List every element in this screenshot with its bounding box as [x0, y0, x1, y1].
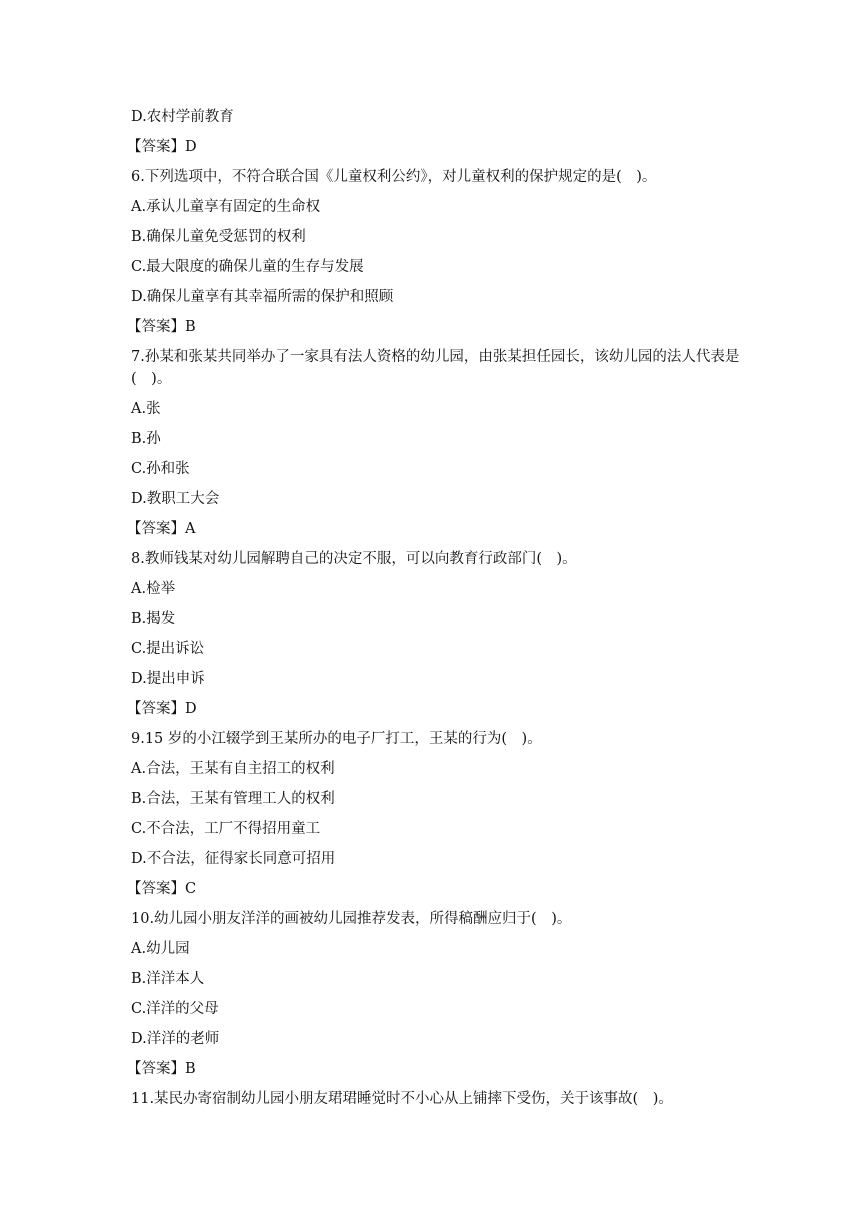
document-body: [127, 102, 741, 1114]
option-d-q5: D.农村学前教育: [131, 109, 234, 125]
option-c-q7: C.孙和张: [131, 461, 190, 477]
option-d-q7: D.教职工大会: [131, 491, 220, 507]
option-b-q9: B.合法，王某有管理工人的权利: [131, 791, 335, 807]
option-d-q6: D.确保儿童享有其幸福所需的保护和照顾: [131, 289, 394, 305]
question-7: 7.孙某和张某共同举办了一家具有法人资格的幼儿园，由张某担任园长，该幼儿园的法人代表是( )。: [131, 349, 740, 387]
option-a-q6: A.承认儿童享有固定的生命权: [131, 199, 321, 215]
answer-q7: 【答案】A: [127, 521, 196, 537]
question-11: 11.某民办寄宿制幼儿园小朋友珺珺睡觉时不小心从上铺摔下受伤，关于该事故( )。: [131, 1091, 673, 1107]
option-b-q10: B.洋洋本人: [131, 971, 205, 987]
option-a-q8: A.检举: [131, 581, 176, 597]
question-9: 9.15 岁的小江辍学到王某所办的电子厂打工，王某的行为( )。: [131, 731, 542, 747]
answer-q8: 【答案】D: [127, 701, 197, 717]
question-6: 6.下列选项中，不符合联合国《儿童权利公约》，对儿童权利的保护规定的是( )。: [131, 169, 657, 185]
option-b-q7: B.孙: [131, 431, 161, 447]
answer-q5: 【答案】D: [127, 139, 197, 155]
question-10: 10.幼儿园小朋友洋洋的画被幼儿园推荐发表，所得稿酬应归于( )。: [131, 911, 572, 927]
option-a-q10: A.幼儿园: [131, 941, 190, 957]
option-a-q9: A.合法，王某有自主招工的权利: [131, 761, 335, 777]
option-b-q8: B.揭发: [131, 611, 176, 627]
option-c-q10: C.洋洋的父母: [131, 1001, 219, 1017]
option-a-q7: A.张: [131, 401, 161, 417]
option-b-q6: B.确保儿童免受惩罚的权利: [131, 229, 306, 245]
answer-q10: 【答案】B: [127, 1061, 196, 1077]
option-d-q8: D.提出申诉: [131, 671, 205, 687]
answer-q9: 【答案】C: [127, 881, 197, 897]
option-c-q8: C.提出诉讼: [131, 641, 205, 657]
option-d-q10: D.洋洋的老师: [131, 1031, 220, 1047]
option-c-q6: C.最大限度的确保儿童的生存与发展: [131, 259, 364, 275]
question-8: 8.教师钱某对幼儿园解聘自己的决定不服，可以向教育行政部门( )。: [131, 551, 577, 567]
option-d-q9: D.不合法，征得家长同意可招用: [131, 851, 336, 867]
answer-q6: 【答案】B: [127, 319, 196, 335]
option-c-q9: C.不合法，工厂不得招用童工: [131, 821, 321, 837]
